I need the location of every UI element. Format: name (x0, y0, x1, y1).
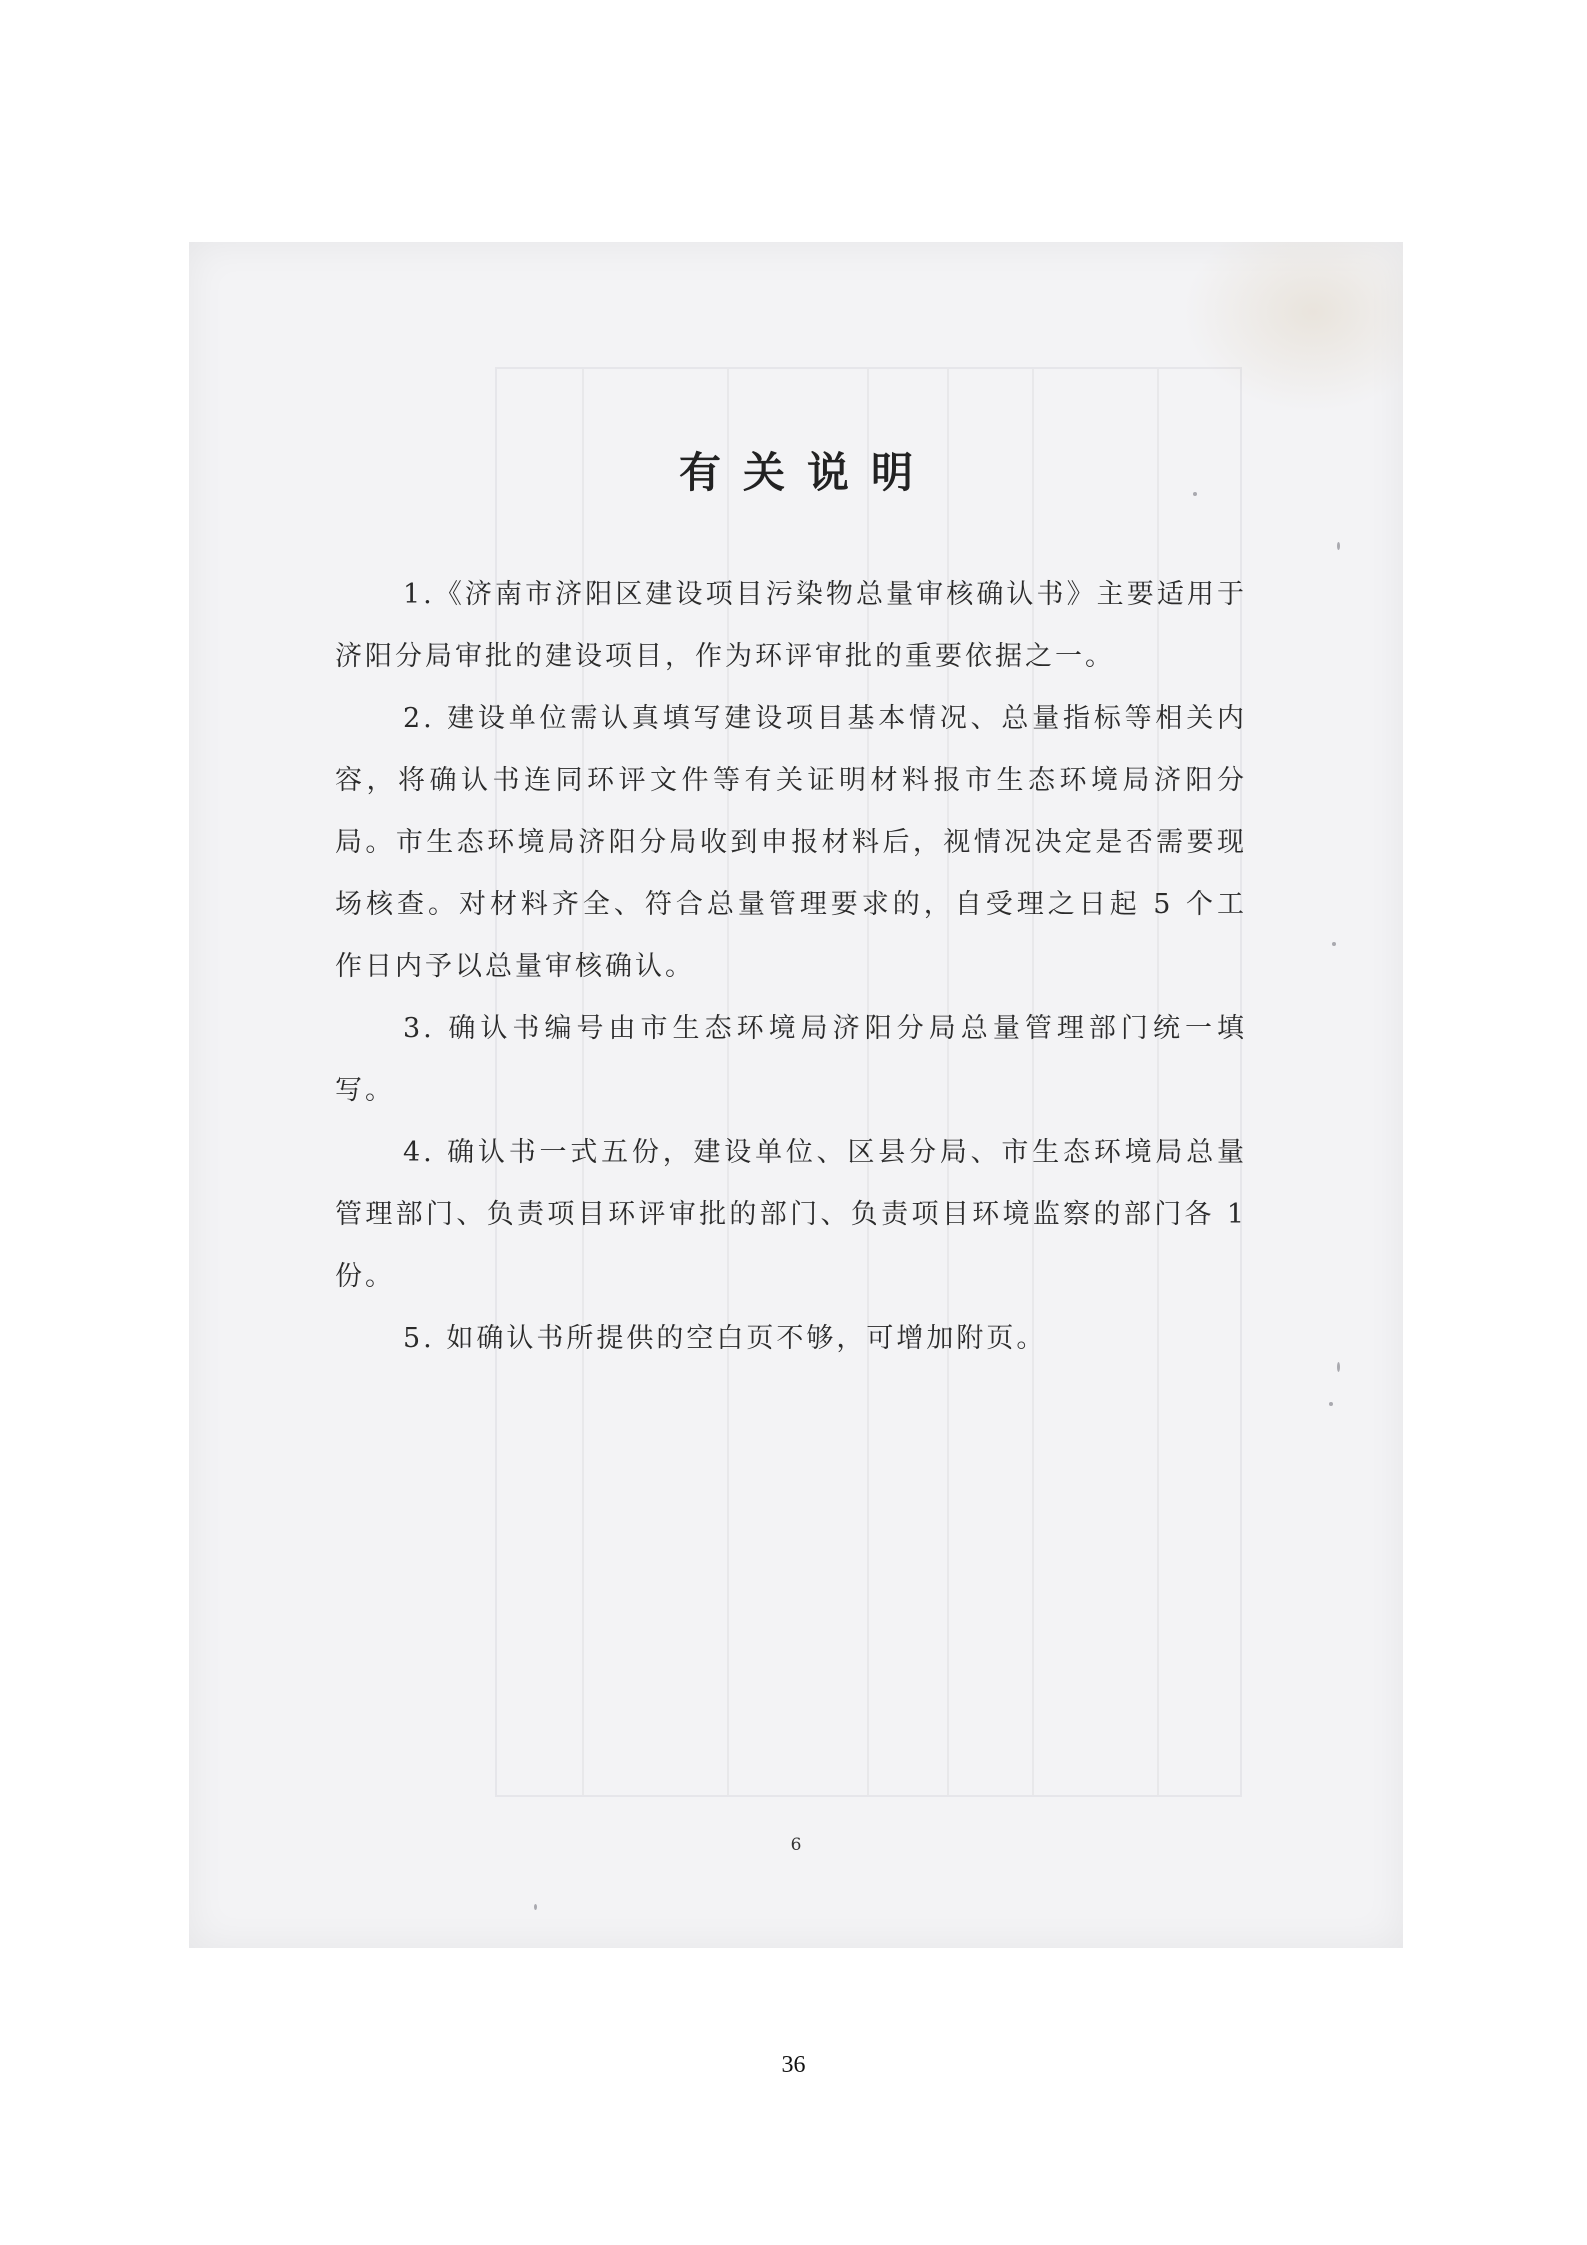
page-number: 36 (781, 2052, 806, 2078)
scan-speck (1337, 1362, 1340, 1372)
note-item: 2. 建设单位需认真填写建设项目基本情况、总量指标等相关内容，将确认书连同环评文件等有关证明材料报市生态环境局济阳分局。市生态环境局济阳分局收到申报材料后，视情况决定是否需要现场核查。对材料齐全、符合总量管理要求的，自受理之日起 5 个工作日内予以总量审核确认。 (335, 703, 1247, 982)
scanned-page (189, 242, 1403, 1948)
scan-speck (1332, 942, 1336, 946)
notes-list (335, 564, 1247, 1370)
note-item: 4. 确认书一式五份，建设单位、区县分局、市生态环境局总量管理部门、负责项目环评审批的部门、负责项目环境监察的部门各 1 份。 (335, 1137, 1247, 1292)
note-item: 1.《济南市济阳区建设项目污染物总量审核确认书》主要适用于济阳分局审批的建设项目，作为环评审批的重要依据之一。 (335, 579, 1247, 672)
note-item: 3. 确认书编号由市生态环境局济阳分局总量管理部门统一填写。 (335, 1013, 1247, 1106)
note-item: 5. 如确认书所提供的空白页不够，可增加附页。 (403, 1323, 1047, 1354)
document-title: 有关说明 (678, 448, 935, 497)
scan-speck (1329, 1402, 1333, 1406)
scan-speck (1337, 542, 1340, 550)
inner-page-number: 6 (790, 1835, 802, 1855)
scan-speck (534, 1904, 537, 1910)
